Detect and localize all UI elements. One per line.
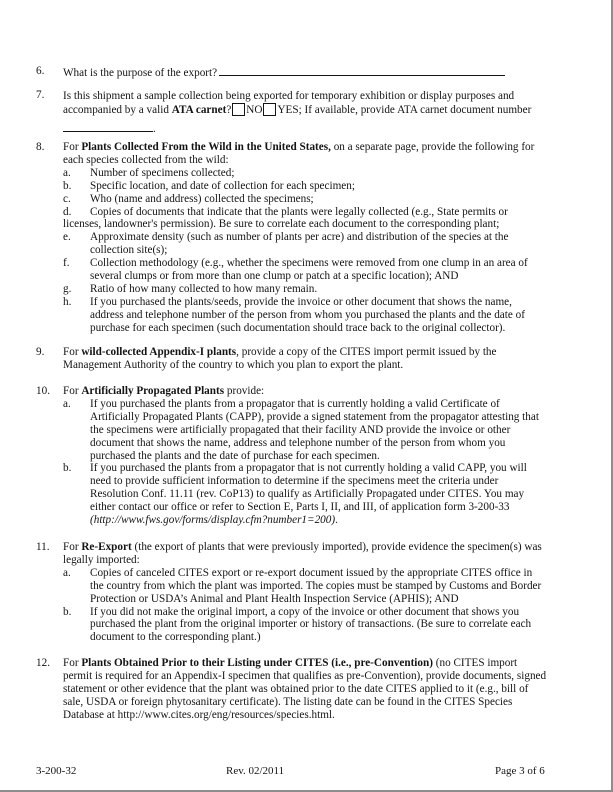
item-number: 10. (36, 385, 50, 397)
question-6 (36, 65, 548, 80)
text: provide: (224, 385, 265, 397)
sub-item-d (63, 206, 548, 232)
sub-text: Who (name and address) collected the specimens; (90, 192, 314, 205)
sub-letter: b. (63, 605, 72, 618)
ata-carnet-label: ATA carnet (171, 104, 227, 117)
purpose-answer-field[interactable] (219, 65, 505, 76)
period: . (335, 514, 338, 527)
question-mark: ? (226, 104, 232, 117)
question-7 (36, 89, 548, 136)
prefix: For (63, 346, 82, 358)
sub-text: Specific location, and date of collection for each specimen; (90, 179, 355, 192)
item-number: 12. (36, 657, 50, 669)
sub-text: Collection methodology (e.g., whether the specimens were removed from one clump in an area of several clumps or from more than one clump or patch at a specific location); AND (90, 257, 528, 283)
prefix: For (63, 657, 82, 669)
no-checkbox[interactable] (232, 103, 245, 116)
no-label: NO (246, 104, 263, 117)
sub-letter: a. (63, 397, 71, 410)
text: (no CITES import permit is required for an Appendix-I specimen that qualifies as pre-Convention), provide documents, signed statement or other evidence that the plant was obtained prior to the date CITES applied to it (e.g., bill of sale, USDA or foreign phytosanitary certificate). The listing date can be found in the CITES Species Database at http://www.cites.org/eng/resources/species.html. (63, 657, 547, 721)
question-text: Is this shipment a sample collection being exported for temporary exhibition or display purposes and accompanied by a valid (63, 90, 515, 117)
question-11 (36, 541, 548, 644)
sub-letter: h. (63, 295, 72, 308)
question-text (63, 141, 548, 167)
period: . (153, 122, 156, 135)
prefix: For (63, 385, 82, 397)
ata-carnet-number-field[interactable] (63, 121, 153, 132)
heading-bold: Re-Export (81, 541, 132, 553)
sub-text: If you purchased the plants from a propagator that is not currently holding a valid CAPP, you will need to provide sufficient information to determine if the specimens meet the criteria under Resolution Conf. 11.11 (rev. CoP13) to qualify as Artificially Propagated under CITES. You may either contact our office or refer to Section E, Parts I, II, and III, of application form 3-200-33 (90, 462, 527, 514)
item-number: 8. (36, 141, 45, 153)
question-9 (36, 346, 548, 372)
heading-bold: wild-collected Appendix-I plants (81, 346, 237, 358)
heading-bold: Plants Obtained Prior to their Listing under CITES (i.e., pre-Convention) (81, 657, 433, 669)
sub-letter: d. (63, 205, 72, 218)
sub-item-e (63, 231, 548, 257)
sub-text: If you purchased the plants from a propagator that is currently holding a valid Certificate of Artificially Propagated Plants (CAPP), provide a signed statement from the propagator attesting that the specimens were artificially propagated that their facility AND provide the invoice or other document that shows the name, address and telephone number of the person from whom you purchased the plants and the date of purchase for each specimen. (90, 397, 539, 462)
sub-item-h (63, 296, 548, 335)
footer-revision: Rev. 02/2011 (226, 765, 285, 777)
sub-letter: f. (63, 257, 70, 270)
footer-form-number: 3-200-32 (36, 765, 77, 777)
prefix: For (63, 541, 82, 553)
heading-bold: Artificially Propagated Plants (81, 385, 225, 397)
sub-item-b (63, 180, 548, 193)
question-12 (36, 657, 548, 722)
sub-text: Ratio of how many collected to how many remain. (90, 282, 318, 295)
yes-label: YES (277, 104, 299, 117)
footer-page-number: Page 3 of 6 (495, 765, 545, 777)
item-number: 11. (36, 541, 50, 553)
sub-text: If you did not make the original import, a copy of the invoice or other document that shows you purchased the plant from the original importer or history of transactions. (Be sure to correlate each document to the corresponding plant.) (90, 605, 532, 644)
sub-letter: a. (63, 566, 71, 579)
sub-letter: b. (63, 179, 72, 192)
item-number: 7. (36, 89, 45, 101)
sub-text: Number of specimens collected; (90, 166, 235, 179)
question-text-continued: ; If available, provide ATA carnet document number (298, 104, 532, 117)
item-number: 9. (36, 346, 45, 358)
sub-item-a (63, 167, 548, 180)
sub-letter: e. (63, 231, 71, 244)
sub-text: Copies of documents that indicate that the plants were legally collected (e.g., State permits or licenses, landowner's permission). Be sure to correlate each document to the corresponding plant; (63, 205, 508, 231)
text: (the export of plants that were previously imported), provide evidence the specimen(s) was legally imported: (63, 541, 542, 566)
text: on a separate page, provide the following for each species collected from the wild: (63, 141, 535, 166)
text: , provide a copy of the CITES import permit issued by the Management Authority of the country to which you plan to export the plant. (63, 346, 497, 371)
question-text: What is the purpose of the export? (63, 67, 218, 79)
sub-item-c (63, 193, 548, 206)
question-10 (36, 385, 548, 527)
yes-checkbox[interactable] (263, 103, 276, 116)
sub-text: Copies of canceled CITES export or re-export document issued by the appropriate CITES office in the country from which the plant was imported. The copies must be stamped by Customs and Border Protection or USDA’s Animal and Plant Health Inspection Service (APHIS); AND (90, 566, 542, 605)
sub-item-f (63, 257, 548, 283)
sub-item-b (63, 462, 548, 527)
sub-letter: g. (63, 282, 72, 295)
sub-letter: c. (63, 192, 71, 205)
sub-item-g (63, 283, 548, 296)
sub-letter: b. (63, 462, 72, 475)
sub-item-b (63, 606, 548, 645)
sub-item-a (63, 567, 548, 606)
prefix: For (63, 141, 82, 153)
sub-letter: a. (63, 166, 71, 179)
sub-text: Approximate density (such as number of plants per acre) and distribution of the species at the collection site(s); (90, 231, 509, 257)
question-8 (36, 141, 548, 335)
heading-bold: Plants Collected From the Wild in the United States, (81, 141, 331, 153)
form-link[interactable]: (http://www.fws.gov/forms/display.cfm?number1=200) (90, 514, 336, 527)
sub-text: If you purchased the plants/seeds, provide the invoice or other document that shows the name, address and telephone number of the person from whom you purchased the plants and the date of purchase for each specimen (such documentation should trace back to the original collector). (90, 295, 525, 334)
item-number: 6. (36, 65, 45, 77)
sub-item-a (63, 398, 548, 463)
